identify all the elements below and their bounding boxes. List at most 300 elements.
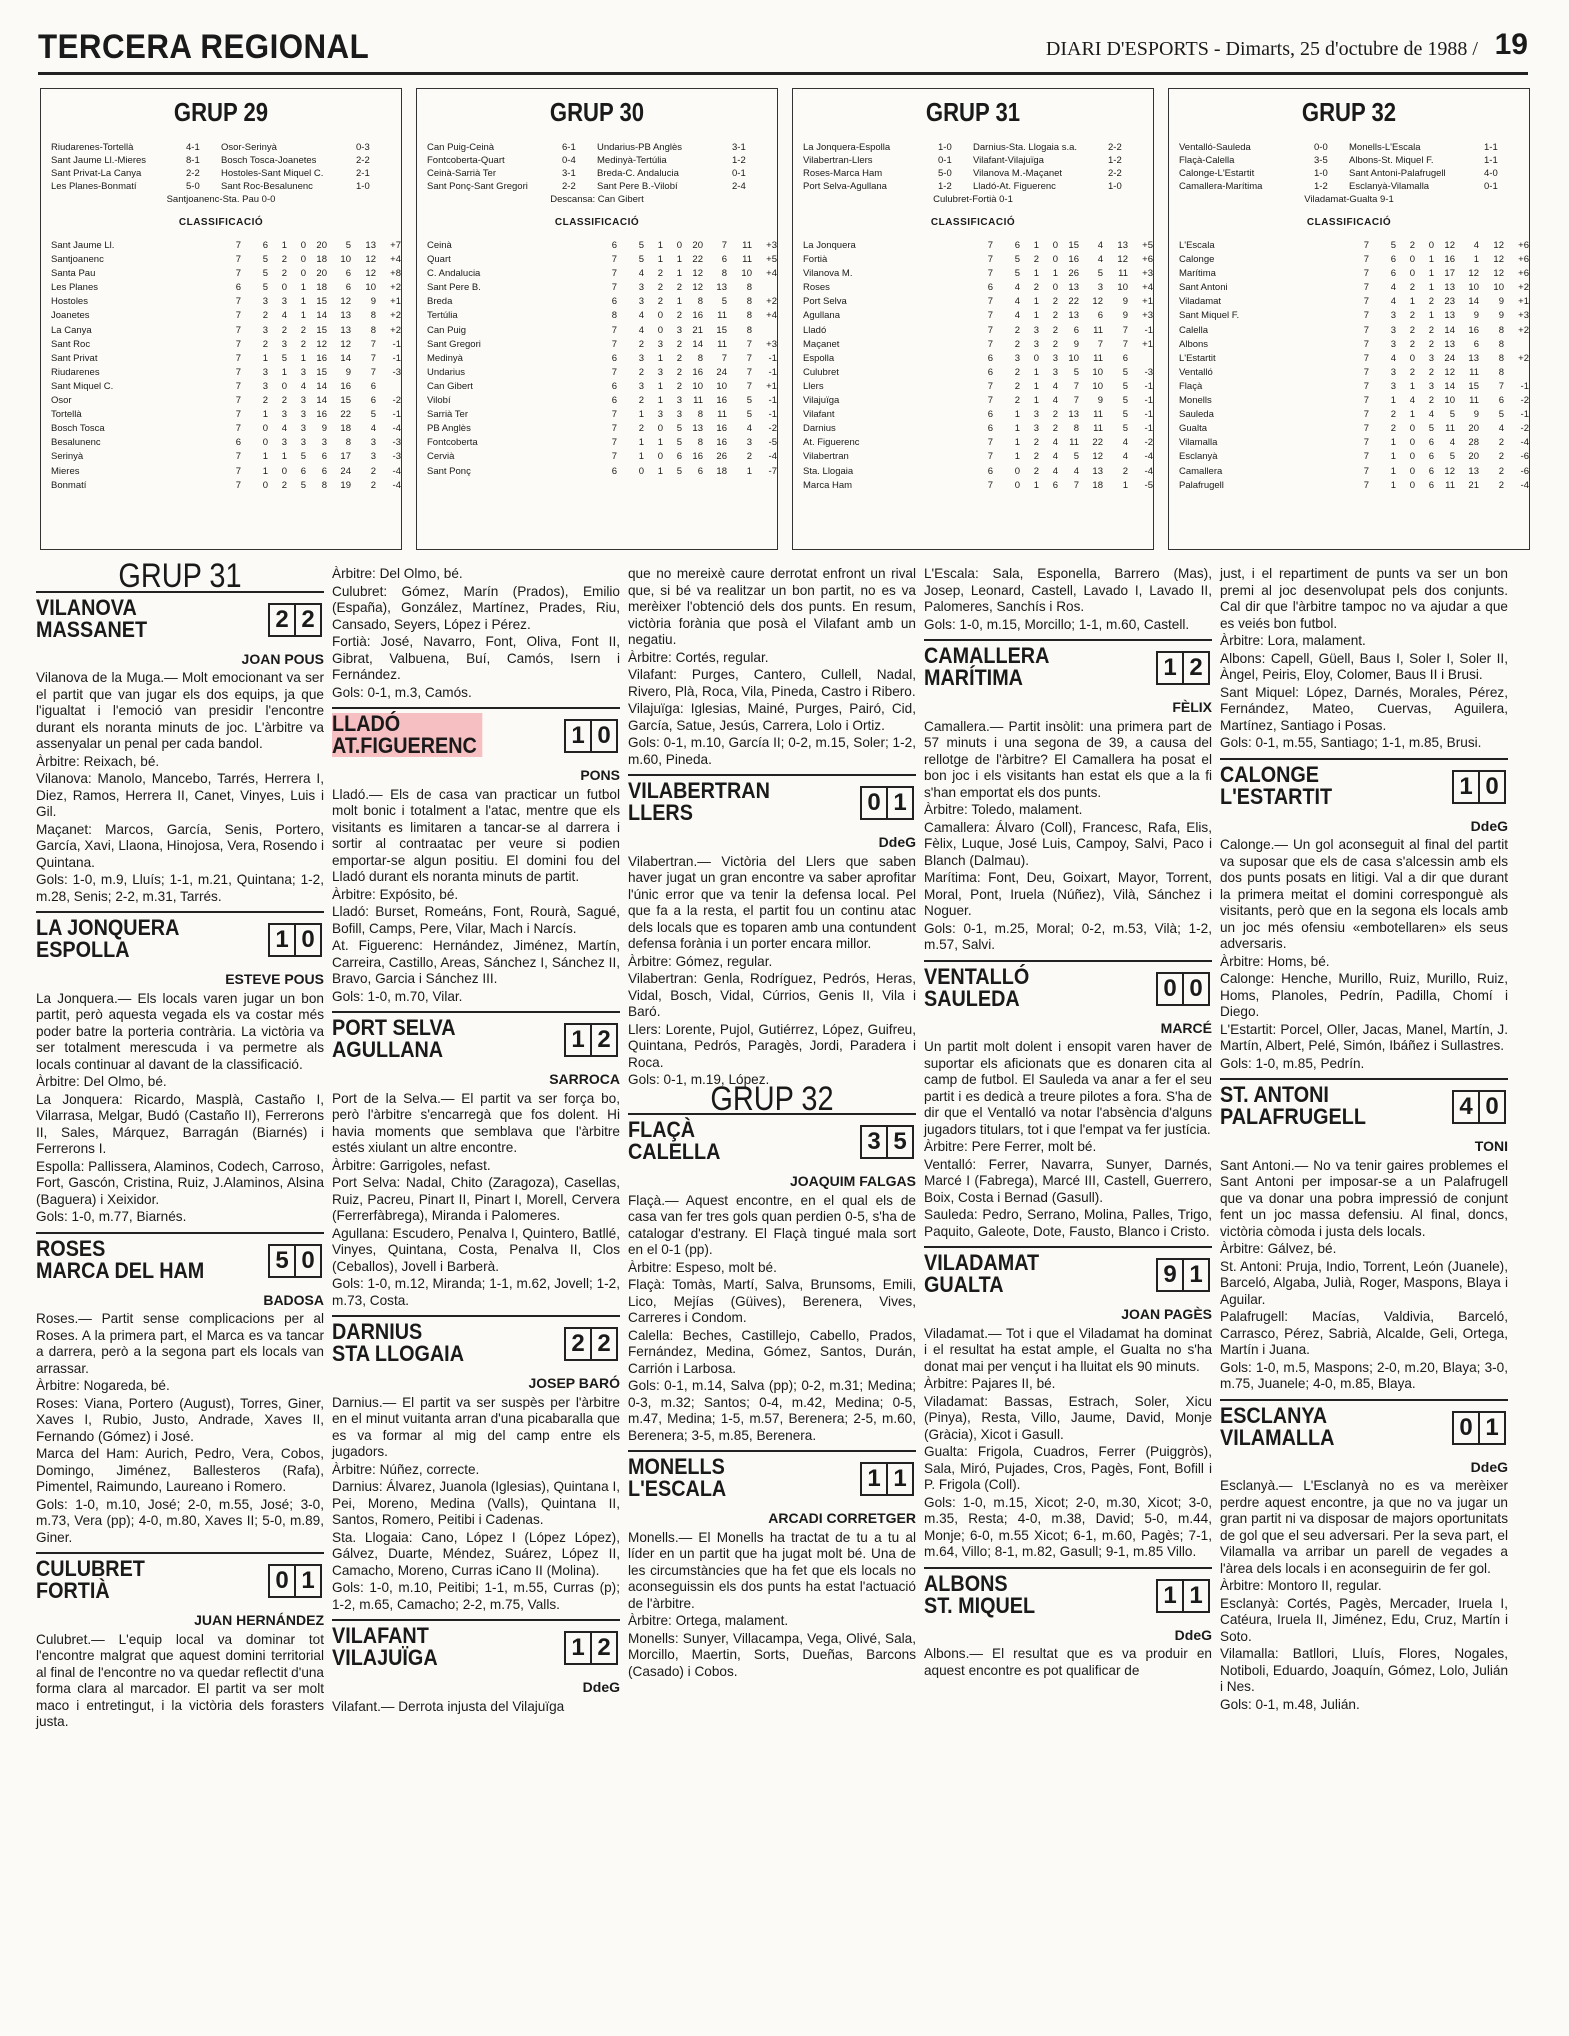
stat-cell: 2 [1052,338,1058,350]
stat-cell: 24 [340,465,351,477]
stat-cell: 7 [1073,479,1079,491]
stat-cell: 7 [611,324,617,336]
score-digit: 1 [886,788,912,818]
stat-cell: 2 [1014,395,1020,407]
group-box [1168,88,1530,550]
team-name: Medinyà [427,352,463,364]
stat-cell: 2 [1409,310,1415,322]
stat-cell: 7 [235,409,241,421]
paragraph: Monells: Sunyer, Villacampa, Vega, Olivé, Sala, Morcillo, Maertin, Sorts, Dueñas, Barcons (Casado) i Cobos. [628,1630,916,1679]
paragraph: Calella: Beches, Castillejo, Cabello, Prados, Fernández, Medina, Gómez, Santos, Durán, Carrión i Larbosa. [628,1327,916,1376]
team-name: PB Anglès [427,423,471,435]
stat-cell: 6 [721,254,727,266]
classification-title: CLASSIFICACIÓ [554,217,640,228]
standings-row [427,380,777,394]
stat-cell: 6 [676,451,682,463]
team-name: CALONGE [1220,761,1319,787]
stat-cell: 1 [281,240,287,251]
result-score: 1-2 [1108,155,1122,166]
publication-line: DIARI D'ESPORTS - Dimarts, 25 d'octubre de 1988 / [1045,38,1478,60]
stat-cell: 7 [611,451,617,463]
stat-cell: 1 [1390,395,1396,407]
stat-cell: 9 [345,366,351,378]
team-name: ST. ANTONI [1220,1082,1329,1107]
team-name: Osor [51,395,72,407]
classification-title: CLASSIFICACIÓ [930,217,1016,228]
stat-cell: 0 [281,282,287,294]
stat-cell: 8 [1073,423,1079,435]
paragraph: Àrbitre: Montoro II, regular. [1220,1578,1382,1593]
paragraph: L'Escala: Sala, Esponella, Barrero (Mas), Josep, Leonard, Castell, Lavado I, Lavado II, Palomeres, Sanchís i Ros. [924,566,1212,614]
stat-cell: 18 [316,254,327,266]
stat-cell: 10 [1092,366,1103,378]
stat-cell: 1 [638,437,644,449]
stat-cell: 6 [1498,395,1504,407]
stat-cell: 12 [692,268,703,280]
stat-cell: 7 [611,268,617,280]
stat-cell: 16 [716,437,727,449]
stat-cell: 7 [746,338,752,350]
stat-cell: 7 [611,282,617,294]
stat-cell: 11 [742,240,752,251]
paragraph: Roses: Viana, Portero (August), Torres, Giner, Xaves I, Rubio, Justo, Andrade, Xaves II, Fernando (Gómez) i José. [36,1395,324,1444]
result-teams: Hostoles-Sant Miquel C. [221,168,324,179]
stat-cell: 8 [321,479,327,491]
result-score: 0-1 [732,168,746,179]
team-name: Santjoanenc [51,254,104,266]
stat-cell: 0 [1409,465,1415,477]
stat-cell: 3 [262,324,268,336]
team-name: AGULLANA [332,1037,444,1062]
score-digit: 1 [294,1566,320,1596]
stat-cell: 2 [676,380,682,392]
stat-cell: 5 [345,240,351,251]
stat-cell: 1 [1052,268,1058,280]
result-score: 2-2 [562,181,576,192]
result-left [51,180,221,193]
stat-cell: 1 [1390,479,1396,491]
stat-cell: +4 [390,254,401,266]
standings-row [51,253,401,267]
standings-row [427,338,777,352]
stat-cell: 17 [1444,268,1455,280]
standings-row [803,366,1153,380]
stat-cell: 8 [697,352,703,364]
standings-row [803,239,1153,253]
team-name: MARÍTIMA [924,665,1023,690]
stat-cell: 22 [1068,296,1079,308]
page-header [38,28,1528,70]
stat-cell: 6 [611,395,617,407]
stat-cell: 7 [1363,240,1369,251]
stat-cell: 16 [1468,324,1479,336]
stat-cell: 4 [1122,451,1128,463]
stat-cell: 3 [281,409,287,421]
result-teams: Riudarenes-Tortellà [51,142,134,153]
standings-row [51,408,401,422]
stat-cell: 7 [1073,395,1079,407]
standings-row [1179,267,1529,281]
paragraph: Roses.— Partit sense complicacions per al Roses. A la primera part, el Marca es va tancar a darrera, però a la segona part els locals van arrassar. [36,1311,324,1376]
team-name: Calella [1179,324,1209,336]
score-box [564,1327,618,1361]
stat-cell: 24 [716,366,727,378]
standings-row [803,338,1153,352]
stat-cell: 2 [1498,479,1504,491]
stat-cell: 4 [1073,465,1079,477]
stat-cell: 4 [638,310,644,322]
match-header [628,780,916,832]
team-name: Vilajuïga [803,395,840,407]
standings-row [51,267,401,281]
score-box [268,1244,322,1278]
result-left [803,141,973,154]
stat-cell: 6 [1390,268,1396,280]
score-digit: 0 [294,925,320,955]
stat-cell: 7 [1363,282,1369,294]
score-digit: 9 [1163,1261,1177,1288]
result-right [973,141,1143,154]
stat-cell: 2 [281,268,287,280]
paragraph: Gols: 1-0, m.15, Xicot; 2-0, m.30, Xicot; 3-0, m.35, Resta; 4-0, m.38, David; 5-0, m.44, Monje; 6-0, m.55 Xicot; 6-1, m.60, Pagès; 7-1, m.64, Villo; 8-1, m.82, Gasull; 9-1, m.85 Villo. [924,1494,1212,1559]
result-teams: Medinyà-Tertúlia [597,155,667,166]
stat-cell: 6 [1428,465,1434,477]
stat-cell: 7 [987,296,993,308]
stat-cell: 16 [692,366,703,378]
stat-cell: 6 [987,282,993,294]
result-score: 3-1 [562,168,576,179]
result-right [221,141,391,154]
stat-cell: 12 [1444,465,1455,477]
stat-cell: 6 [611,465,617,477]
stat-cell: 4 [746,423,752,435]
stat-cell: 7 [370,338,376,350]
team-name: PORT SELVA [332,1015,456,1040]
stat-cell: +2 [1518,352,1529,364]
score-box [1452,770,1506,804]
team-name: Vilamalla [1179,437,1218,449]
result-teams: Bosch Tosca-Joanetes [221,155,317,166]
stat-cell: 6 [987,465,993,477]
score-digit: 1 [1459,772,1473,800]
stat-cell: 13 [716,282,727,294]
standings-row [1179,394,1529,408]
standings-row [803,436,1153,450]
paragraph: Àrbitre: Expósito, bé. [332,886,459,902]
stat-cell: 0 [676,240,682,251]
team-name: Maçanet [803,338,840,350]
match-header [924,963,1212,1018]
paragraph: Gols: 0-1, m.14, Salva (pp); 0-2, m.31; Medina; 0-3, m.32; Santos; 0-4, m.42, Medina; 0-5, m.47, Medina; 1-5, m.57, Berenera; 2-5, m.60, Berenera; 3-5, m.85, Berenera. [628,1378,916,1443]
stat-cell: 12 [340,296,351,308]
match-teams [332,1321,591,1365]
stat-cell: -1 [392,409,401,421]
stat-cell: 17 [340,451,351,463]
standings-row [1179,295,1529,309]
stat-cell: 2 [1409,240,1415,251]
stat-cell: 3 [370,451,376,463]
stat-cell: 5 [1449,409,1455,421]
result-left [51,167,221,180]
stat-cell: 5 [746,395,752,407]
stat-cell: 6 [235,437,241,449]
result-left [1179,167,1349,180]
standings-row [427,408,777,422]
stat-cell: 3 [300,409,306,421]
stat-cell: 15 [316,366,327,378]
match-teams [628,1456,887,1500]
stat-cell: +2 [766,296,777,308]
stat-cell: 7 [611,254,617,266]
stat-cell: +1 [1518,296,1529,308]
standings-row [803,394,1153,408]
paragraph: Gols: 0-1, m.55, Santiago; 1-1, m.85, Brusi. [1220,735,1482,750]
stat-cell: 7 [1363,395,1369,407]
stat-cell: 3 [1052,366,1058,378]
stat-cell: 6 [1428,437,1434,449]
stat-cell: 18 [716,465,727,477]
team-name: FORTIÀ [36,1578,110,1603]
standings-row [51,352,401,366]
stat-cell: 7 [1122,324,1128,336]
standings-row [51,295,401,309]
stat-cell: 6 [987,409,993,421]
result-teams: Osor-Serinyà [221,142,277,153]
stat-cell: +6 [1518,240,1529,251]
stat-cell: +6 [1518,268,1529,280]
team-name: At. Figuerenc [803,437,860,449]
stat-cell: 5 [1122,409,1128,421]
stat-cell: 3 [746,437,752,449]
match-report [924,960,1212,1241]
stat-cell: 1 [676,296,682,308]
stat-cell: -1 [768,409,777,421]
stat-cell: +6 [1518,254,1529,266]
score-digit: 0 [1478,1092,1504,1122]
stat-cell: 9 [1473,310,1479,322]
stat-cell: 3 [657,338,663,350]
stat-cell: 5 [1122,380,1128,392]
stat-cell: 0 [657,423,663,435]
stat-cell: 2 [1498,465,1504,477]
group-heading: GRUP 32 [710,1079,834,1118]
stat-cell: 16 [1068,254,1079,266]
team-name: Port Selva [803,296,847,308]
result-score: 1-0 [1314,168,1328,179]
stat-cell: 5 [1097,268,1103,280]
stat-cell: 5 [1428,423,1434,435]
score-digit: 0 [590,721,616,751]
byline: JUAN HERNÁNDEZ [194,1612,324,1628]
stat-cell: 18 [1092,479,1103,491]
result-right [1349,167,1519,180]
result-score: 1-1 [1484,142,1498,153]
stat-cell: 1 [1014,409,1020,421]
result-score: 1-2 [1314,181,1328,192]
stat-cell: -1 [392,338,401,350]
result-right [597,141,767,154]
score-box [1156,651,1210,685]
result-teams: Monells-L'Escala [1349,142,1421,153]
stat-cell: 6 [697,465,703,477]
stat-cell: 3 [1428,352,1434,364]
stat-cell: 0 [657,324,663,336]
paragraph: Gols: 0-1, m.25, Moral; 0-2, m.53, Vilà; 1-2, m.57, Salvi. [924,920,1212,952]
team-name: VILAJUÏGA [332,1645,438,1670]
stat-cell: 0 [1052,254,1058,266]
match-header [924,1570,1212,1625]
stat-cell: -1 [768,352,777,364]
stat-cell: 20 [1468,423,1479,435]
score-box [268,923,322,957]
stat-cell: 1 [300,352,306,364]
match-report [628,1113,916,1444]
stat-cell: 5 [676,423,682,435]
article-column [1220,566,1508,1714]
paragraph: Fortià: José, Navarro, Font, Oliva, Font II, Gibrat, Valbuena, Buí, Camós, Isern i Fernández. [332,634,620,682]
stat-cell: 10 [1092,380,1103,392]
stat-cell: 7 [987,380,993,392]
result-left [803,154,973,167]
result-right [221,154,391,167]
stat-cell: 2 [262,310,268,322]
group-box [792,88,1154,550]
team-name: ESCLANYA [1220,1402,1328,1428]
article-column [924,566,1212,1680]
stat-cell: 3 [281,296,287,308]
match-report [36,591,324,906]
score-digit: 3 [867,1128,881,1155]
stat-cell: 1 [1014,423,1020,435]
stat-cell: 1 [657,465,663,477]
stat-cell: 1 [1033,240,1039,251]
stat-cell: 2 [1052,423,1058,435]
score-digit: 2 [571,1330,585,1357]
team-name: Sant Jaume Ll. [51,240,115,251]
paragraph: Gols: 1-0, m.5, Maspons; 2-0, m.20, Blaya; 3-0, m.75, Juanele; 4-0, m.85, Blaya. [1220,1359,1508,1391]
standings-row [427,239,777,253]
team-name: CAMALLERA [924,643,1050,668]
stat-cell: 0 [1014,479,1020,491]
stat-cell: 0 [281,465,287,477]
standings-row [427,422,777,436]
team-name: SAULEDA [924,985,1020,1011]
stat-cell: 5 [281,352,287,364]
paragraph: St. Antoni: Pruja, Indio, Torrent, León (Juanele), Barceló, Algaba, Julià, Roger, Maspons, Blaya i Aguilar. [1220,1258,1508,1307]
stat-cell: -5 [1144,479,1153,491]
result-teams: Vilabertran-Llers [803,155,873,166]
standings-row [51,239,401,253]
standings-row [1179,408,1529,422]
team-name: Joanetes [51,310,90,322]
team-name: Cervià [427,451,455,463]
page-number: 19 [1494,28,1528,61]
result-right [1349,141,1519,154]
stat-cell: 15 [316,324,327,336]
stat-cell: 0 [1409,352,1415,364]
standings-row [803,309,1153,323]
stat-cell: 10 [340,254,351,266]
stat-cell: 7 [746,366,752,378]
stat-cell: 5 [262,254,268,266]
match-teams [1220,761,1479,809]
stat-cell: 2 [370,479,376,491]
stat-cell: 8 [697,437,703,449]
stat-cell: 8 [370,324,376,336]
stat-cell: 0 [300,254,306,266]
stat-cell: 2 [746,451,752,463]
stat-cell: 1 [1014,451,1020,463]
stat-cell: 1 [657,240,663,251]
stat-cell: 7 [370,352,376,364]
stat-cell: 12 [316,338,327,350]
team-name: L'Estartit [1179,352,1216,364]
standings-row [1179,324,1529,338]
standings-row [1179,253,1529,267]
stat-cell: 6 [370,380,376,392]
stat-cell: 2 [1428,338,1434,350]
stat-cell: 7 [1363,352,1369,364]
paragraph: Sta. Llogaia: Cano, López I (López López), Gálvez, Duarte, Méndez, Suárez, López II, Camacho, Moreno, Curras iCano II (Molina). [332,1529,620,1578]
match-header [332,1625,620,1677]
stat-cell: 3 [638,352,644,364]
stat-cell: 4 [370,423,376,435]
stat-cell: 13 [692,423,703,435]
stat-cell: 7 [235,268,241,280]
stat-cell: 4 [1473,240,1479,251]
paragraph: Albons.— El resultat que es va produir en aquest encontre es pot qualificar de [924,1646,1212,1678]
team-name: ALBONS [924,1570,1008,1596]
match-teams [1220,1402,1479,1450]
stat-cell: 0 [300,240,306,251]
paragraph: Un partit molt dolent i ensopit varen haver de suportar els aficionats que es donaren cita al camp de futbol. El Sauleda va anar a fer el seu partit i es dedicà a treure pilotes a fora. S'ha de dir que el Ventalló va notar l'absència d'alguns jugadors titulars, tot i que l'empat va fer justícia. [924,1039,1212,1137]
standings-row [51,338,401,352]
byline: PONS [580,767,620,783]
team-name: CULUBRET [36,1556,145,1581]
result-score: 1-0 [938,142,952,153]
score-box [564,719,618,753]
stat-cell: 12 [365,268,376,280]
stat-cell: 8 [370,310,376,322]
team-name: LLADÓ [332,711,401,736]
stat-cell: 4 [1498,423,1504,435]
stat-cell: 10 [365,282,376,294]
match-report [332,1315,620,1613]
stat-cell: 4 [1449,437,1455,449]
result-score: 1-2 [732,155,746,166]
stat-cell: 8 [697,409,703,421]
stat-cell: 7 [746,380,752,392]
standings-row [427,309,777,323]
paragraph: Àrbitre: Del Olmo, bé. [36,1074,167,1089]
score-digit: 2 [590,1025,616,1055]
stat-cell: 11 [1093,409,1103,421]
stat-cell: +4 [1142,282,1153,294]
team-name: Undarius [427,366,466,378]
standings-row [51,450,401,464]
stat-cell: 7 [1498,380,1504,392]
score-digit: 0 [294,1246,320,1276]
result-teams: Vilafant-Vilajuïga [973,155,1044,166]
result-score: 6-1 [562,142,576,153]
stat-cell: 3 [1390,324,1396,336]
stat-cell: -6 [1520,451,1529,463]
stat-cell: 14 [340,352,351,364]
stat-cell: +5 [766,254,777,266]
stat-cell: 3 [300,437,306,449]
score-digit: 1 [1478,1413,1504,1443]
stat-cell: +2 [390,282,401,294]
